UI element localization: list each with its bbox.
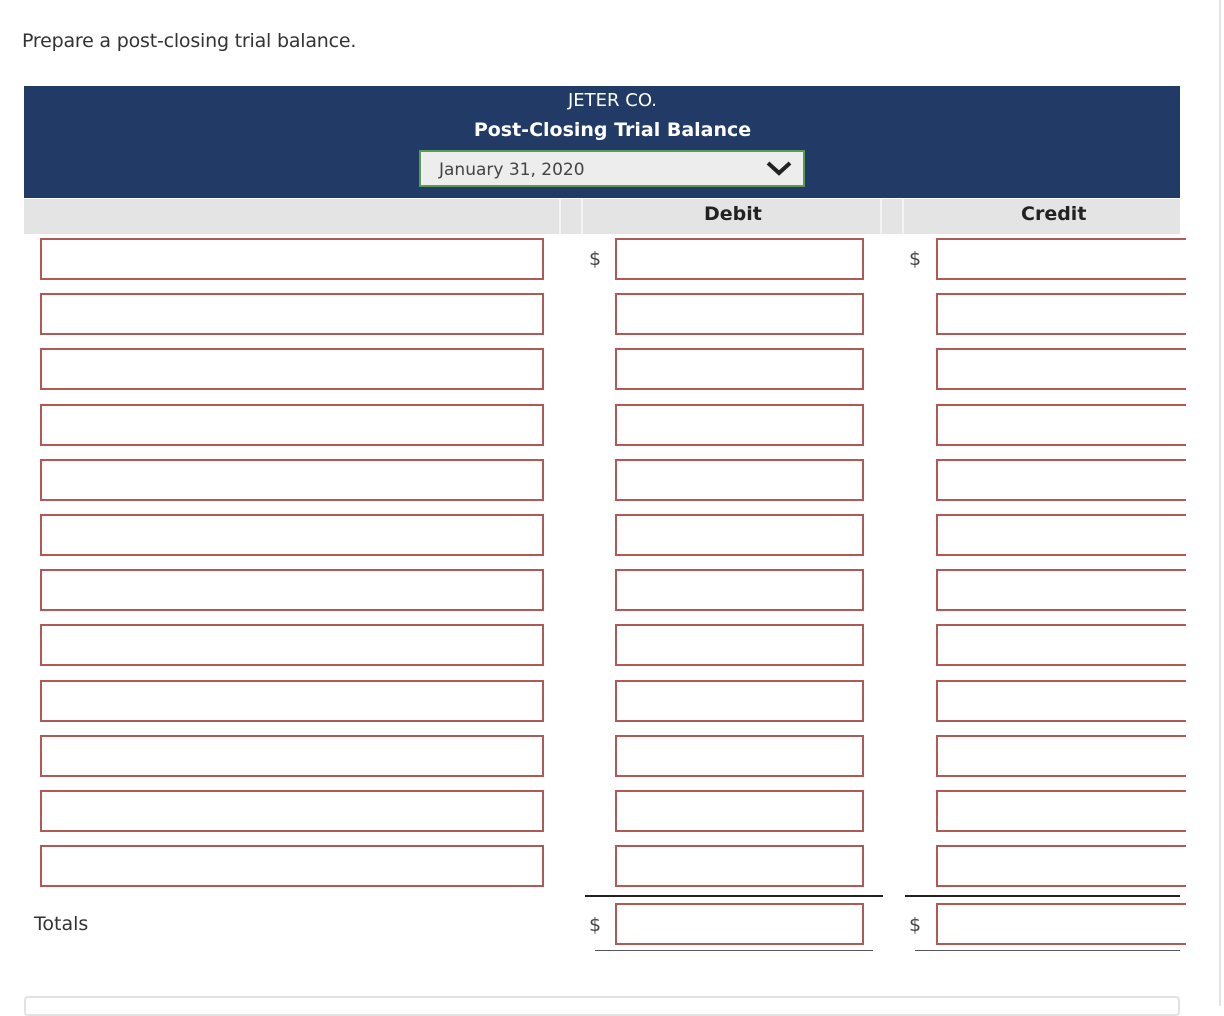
date-dropdown-value: January 31, 2020	[439, 160, 585, 180]
account-name-input[interactable]	[40, 238, 544, 280]
account-name-input[interactable]	[40, 845, 544, 887]
debit-amount-input[interactable]	[615, 624, 864, 666]
account-name-input[interactable]	[40, 624, 544, 666]
credit-amount-input[interactable]	[936, 569, 1186, 611]
totals-credit-input[interactable]	[936, 903, 1186, 945]
debit-amount-input[interactable]	[615, 514, 864, 556]
chevron-down-icon	[765, 158, 793, 178]
credit-amount-input[interactable]	[936, 845, 1186, 887]
credit-amount-input[interactable]	[936, 459, 1186, 501]
column-separator	[880, 199, 882, 234]
debit-amount-input[interactable]	[615, 790, 864, 832]
debit-amount-input[interactable]	[615, 735, 864, 777]
debit-amount-input[interactable]	[615, 404, 864, 446]
credit-amount-input[interactable]	[936, 624, 1186, 666]
column-separator	[902, 199, 904, 234]
credit-dollar-sign: $	[909, 248, 922, 270]
column-header-bar	[24, 199, 1180, 234]
credit-total-rule	[905, 895, 1180, 897]
account-name-input[interactable]	[40, 293, 544, 335]
account-name-input[interactable]	[40, 459, 544, 501]
totals-credit-dollar-sign: $	[909, 914, 922, 936]
debit-amount-input[interactable]	[615, 569, 864, 611]
credit-amount-input[interactable]	[936, 514, 1186, 556]
debit-amount-input[interactable]	[615, 845, 864, 887]
account-name-input[interactable]	[40, 514, 544, 556]
credit-amount-input[interactable]	[936, 348, 1186, 390]
credit-column-header: Credit	[1021, 203, 1087, 225]
next-panel	[24, 996, 1180, 1016]
account-name-input[interactable]	[40, 790, 544, 832]
credit-amount-input[interactable]	[936, 735, 1186, 777]
debit-amount-input[interactable]	[615, 459, 864, 501]
company-name: JETER CO.	[567, 90, 657, 111]
debit-column-header: Debit	[704, 203, 762, 225]
column-separator	[559, 199, 561, 234]
report-title: Post-Closing Trial Balance	[473, 119, 752, 141]
debit-double-rule	[595, 950, 873, 951]
totals-label: Totals	[34, 913, 89, 935]
credit-amount-input[interactable]	[936, 680, 1186, 722]
debit-dollar-sign: $	[589, 248, 602, 270]
credit-amount-input[interactable]	[936, 404, 1186, 446]
credit-amount-input[interactable]	[936, 790, 1186, 832]
debit-amount-input[interactable]	[615, 238, 864, 280]
totals-debit-dollar-sign: $	[589, 914, 602, 936]
account-name-input[interactable]	[40, 735, 544, 777]
instruction-text: Prepare a post-closing trial balance.	[22, 30, 357, 52]
debit-amount-input[interactable]	[615, 680, 864, 722]
debit-total-rule	[585, 895, 883, 897]
credit-amount-input[interactable]	[936, 238, 1186, 280]
debit-amount-input[interactable]	[615, 293, 864, 335]
account-name-input[interactable]	[40, 404, 544, 446]
column-separator	[581, 199, 583, 234]
account-name-input[interactable]	[40, 680, 544, 722]
date-dropdown[interactable]	[419, 150, 805, 187]
credit-double-rule	[915, 950, 1180, 951]
credit-amount-input[interactable]	[936, 293, 1186, 335]
page-right-border	[1219, 0, 1221, 1006]
account-name-input[interactable]	[40, 348, 544, 390]
account-name-input[interactable]	[40, 569, 544, 611]
totals-debit-input[interactable]	[615, 903, 864, 945]
debit-amount-input[interactable]	[615, 348, 864, 390]
